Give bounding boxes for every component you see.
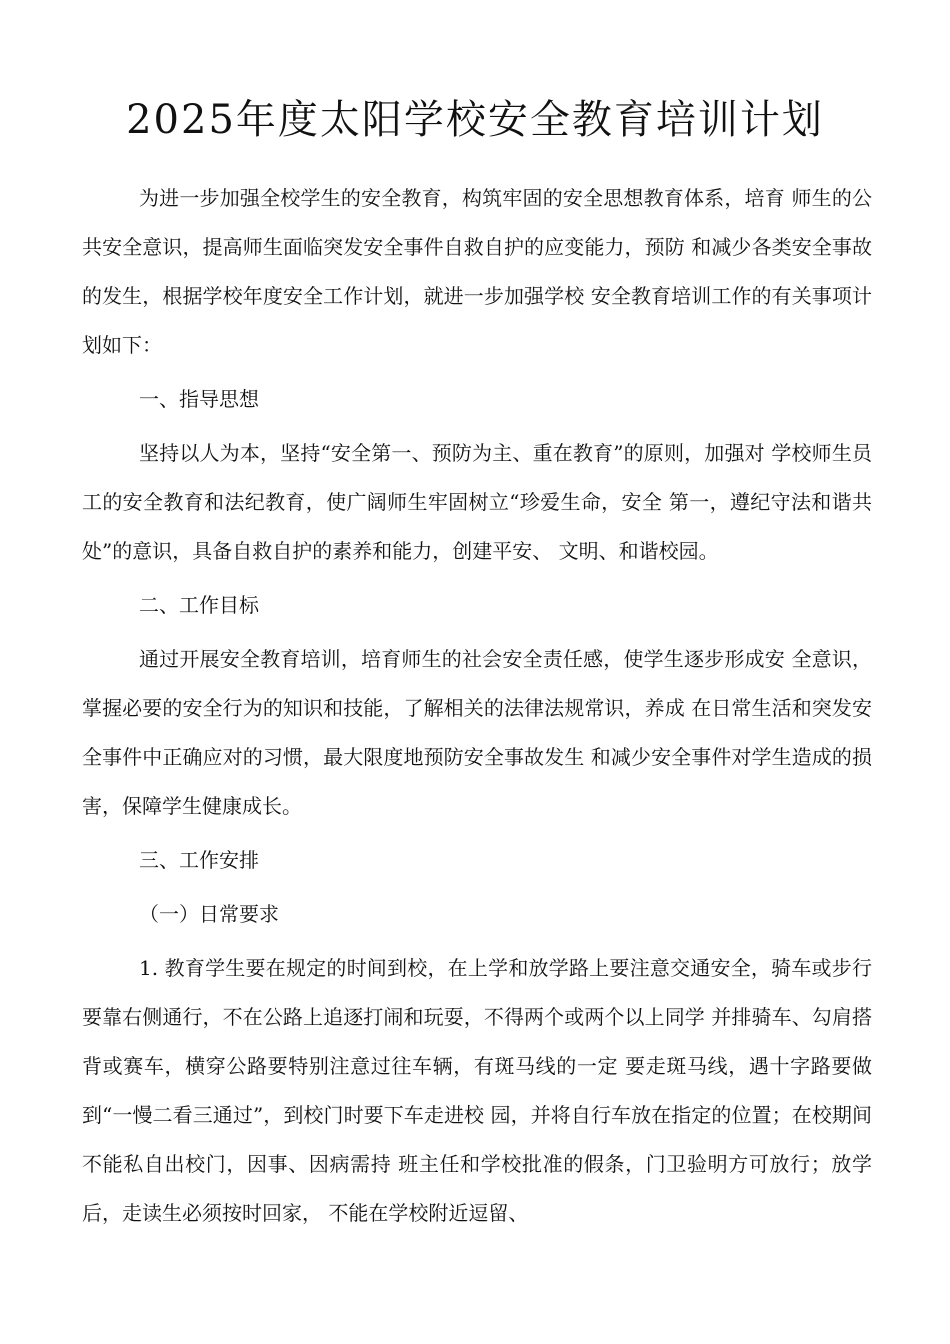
section-heading-guiding-ideology: 一、指导思想 — [139, 387, 259, 411]
work-goals-paragraph: 通过开展安全教育培训，培育师生的社会安全责任感，使学生逐步形成安 全意识，掌握必要的安全行为的知识和技能，了解相关的法律法规常识，养成 在日常生活和突发安全事件中正确应对的习惯，最大限度地预防安全事故发生 和减少安全事件对学生造成的损害，保障学生健康成长。 — [82, 647, 872, 818]
guiding-ideology-paragraph: 坚持以人为本，坚持“安全第一、预防为主、重在教育”的原则，加强对 学校师生员工的安全教育和法纪教育，使广阔师生牢固树立“珍爱生命，安全 第一，遵纪守法和谐共处”的意识，具备自救自护的素养和能力，创建平安、 文明、和谐校园。 — [82, 441, 872, 563]
document-body — [82, 174, 872, 1243]
daily-requirement-item-1: 1. 教育学生要在规定的时间到校，在上学和放学路上要注意交通安全，骑车或步行要靠右侧通行，不在公路上追逐打闹和玩耍，不得两个或两个以上同学 并排骑车、勾肩搭背或赛车，横穿公路要特别注意过往车辆，有斑马线的一定 要走斑马线，遇十字路要做到“一慢二看三通过”，到校门时要下车走进校 园，并将自行车放在指定的位置；在校期间不能私自出校门，因事、因病需持 班主任和学校批准的假条，门卫验明方可放行；放学后，走读生必须按时回家， 不能在学校附近逗留、 — [82, 956, 872, 1225]
document-title: 2025年度太阳学校安全教育培训计划 — [126, 97, 824, 143]
section-heading-work-arrangement: 三、工作安排 — [139, 848, 259, 872]
intro-paragraph: 为进一步加强全校学生的安全教育，构筑牢固的安全思想教育体系，培育 师生的公共安全意识，提高师生面临突发安全事件自救自护的应变能力，预防 和减少各类安全事故的发生，根据学校年度安全工作计划，就进一步加强学校 安全教育培训工作的有关事项计划如下： — [82, 186, 872, 357]
section-heading-work-goals: 二、工作目标 — [139, 593, 259, 617]
subsection-heading-daily-requirements: （一）日常要求 — [139, 902, 279, 926]
